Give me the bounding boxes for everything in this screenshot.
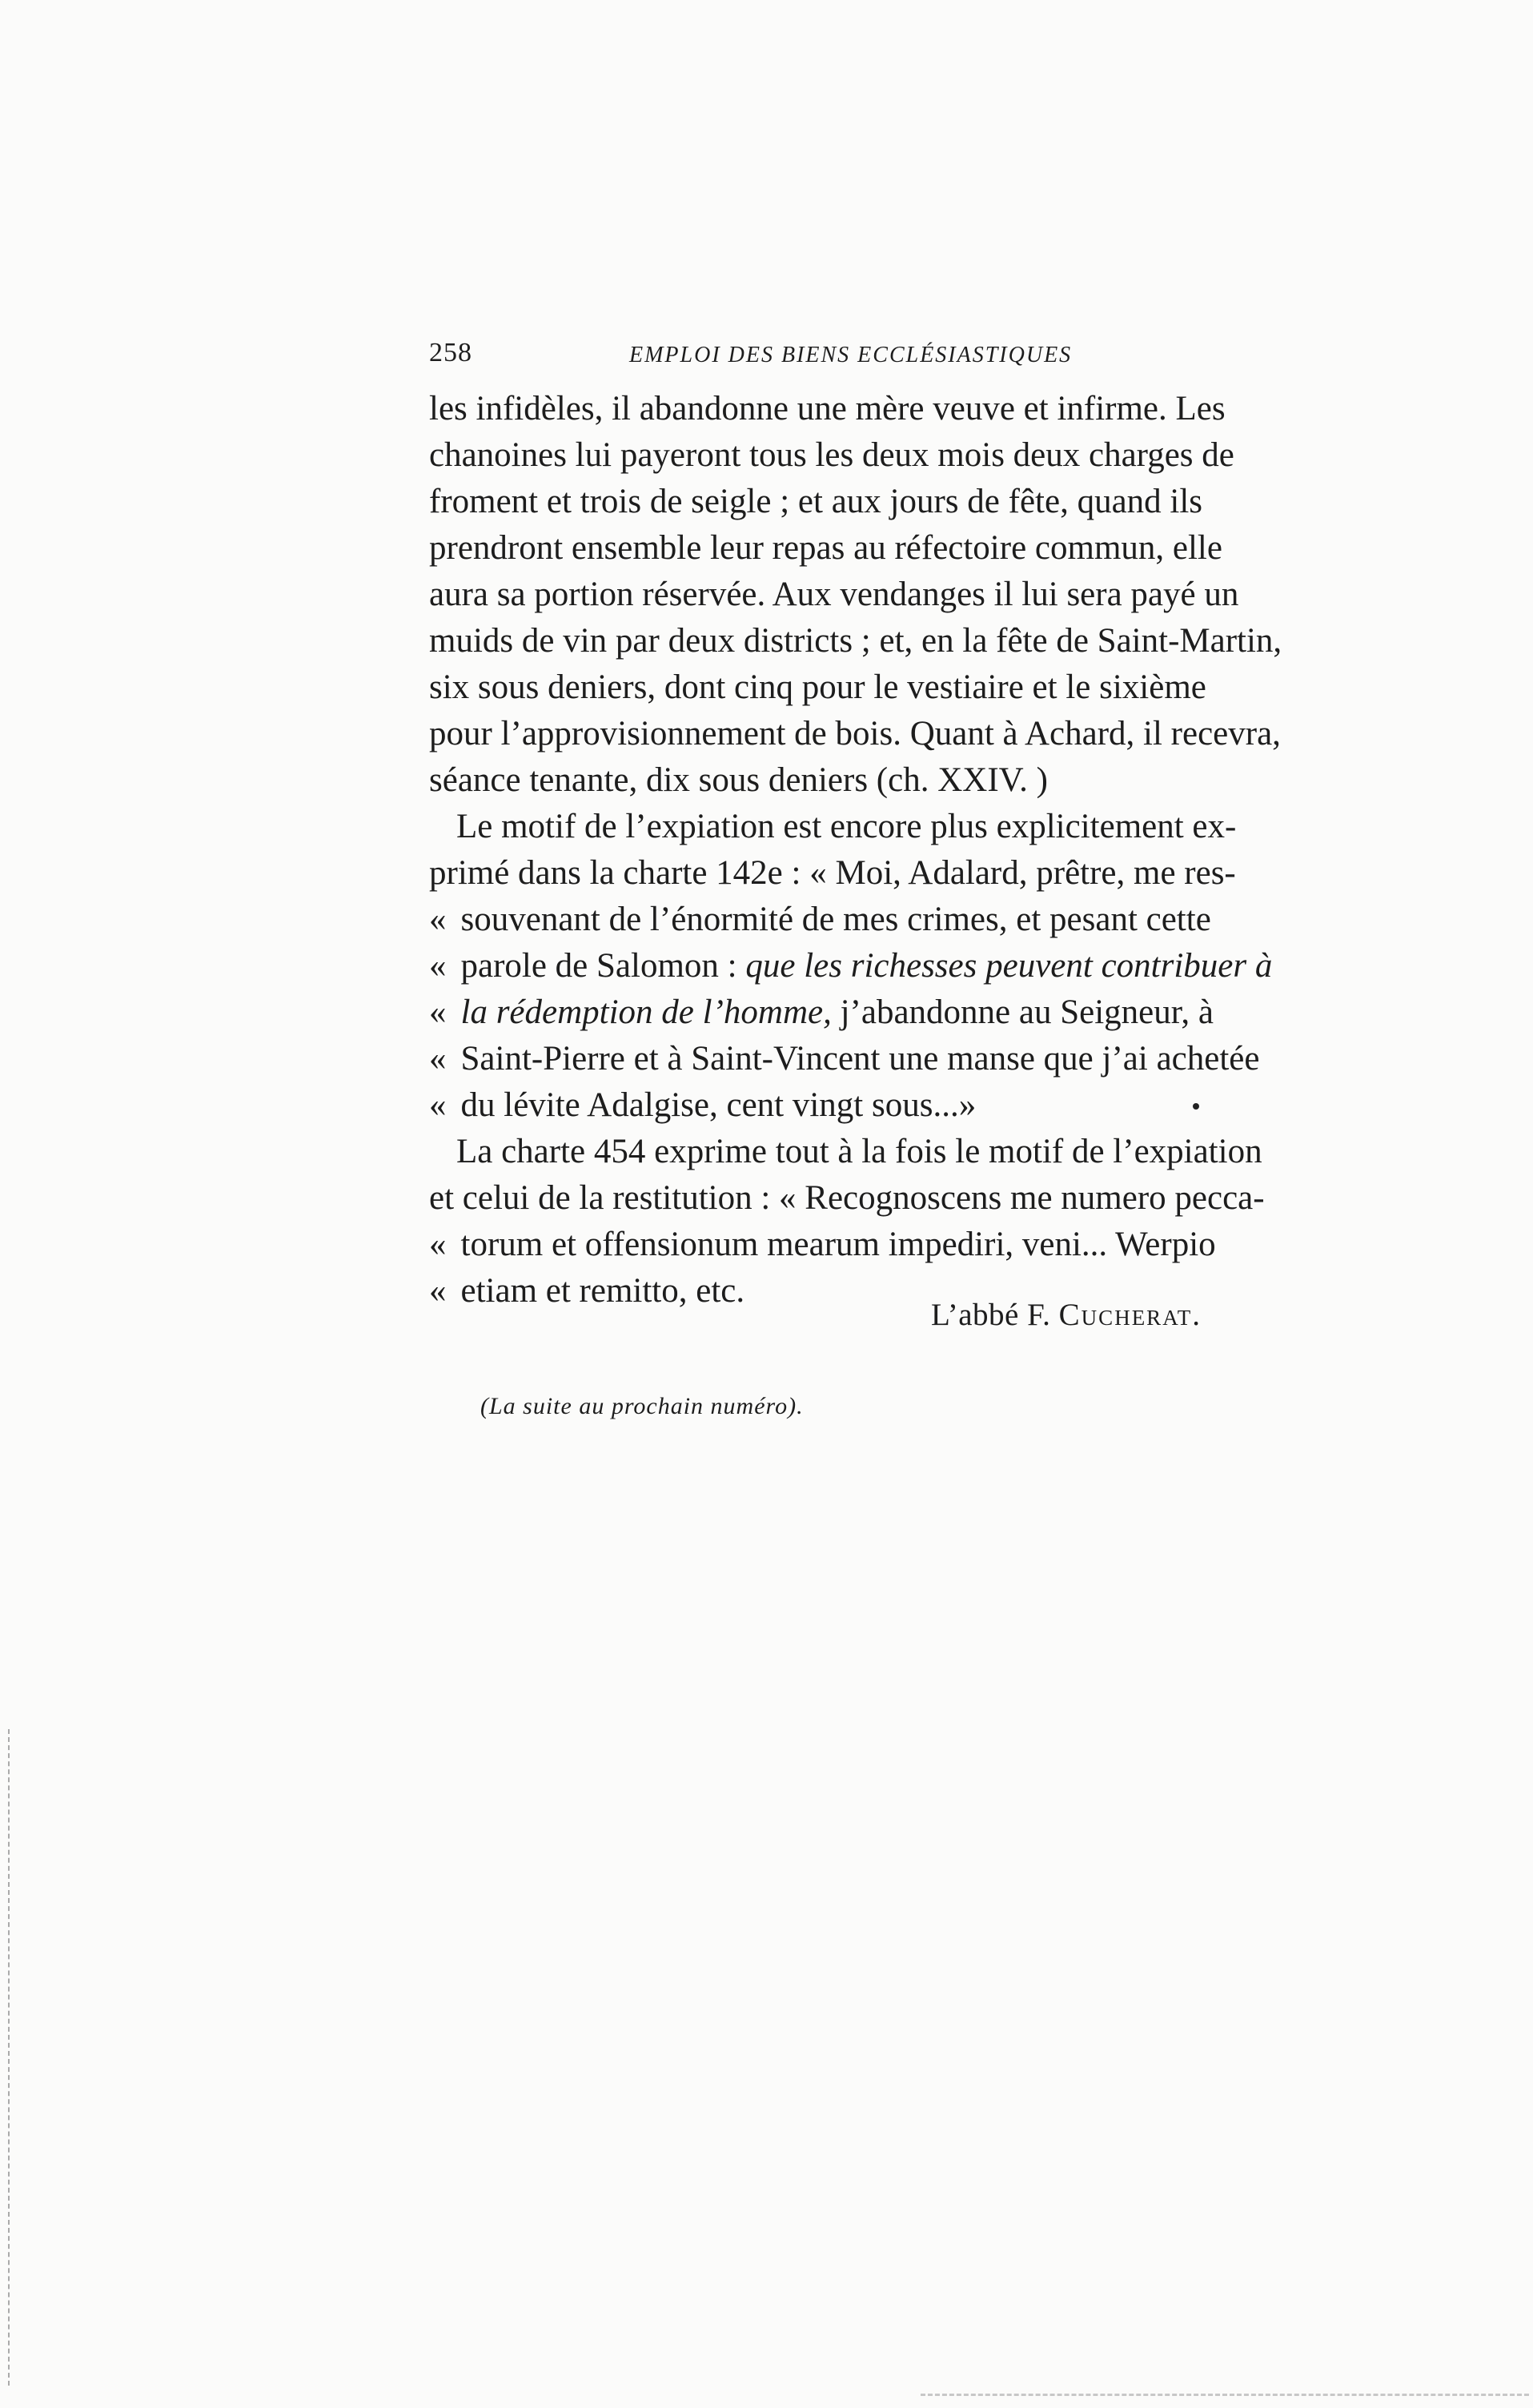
signature [931, 1297, 1202, 1333]
quote-mark: « [429, 1086, 447, 1124]
line-text: les infidèles, il abandonne une mère veuve et infirme. Les [429, 390, 1226, 427]
text-line [429, 757, 1298, 804]
text-line [429, 1036, 1298, 1082]
line-text: et celui de la restitution : « Recognoscens me numero pecca- [429, 1179, 1265, 1217]
quote-mark: « [429, 1226, 447, 1263]
line-text: torum et offensionum mearum impediri, veni... Werpio [460, 1226, 1216, 1263]
text-line [429, 1082, 1298, 1129]
line-text: pour l’approvisionnement de bois. Quant à Achard, il recevra, [429, 715, 1281, 752]
text-line [429, 618, 1298, 664]
quote-mark: « [429, 901, 447, 938]
page-header [429, 335, 1233, 373]
quote-mark: « [429, 1272, 447, 1310]
body-text [429, 386, 1298, 1314]
text-line [429, 897, 1298, 943]
text-line [429, 804, 1298, 850]
text-line [429, 386, 1298, 432]
ink-dot [1193, 1103, 1199, 1110]
text-line [429, 525, 1298, 572]
quote-mark: « [429, 993, 447, 1031]
text-line [429, 572, 1298, 618]
text-line [429, 1222, 1298, 1268]
line-text: muids de vin par deux districts ; et, en la fête de Saint-Martin, [429, 622, 1282, 660]
line-text: primé dans la charte 142e : « Moi, Adalard, prêtre, me res- [429, 854, 1236, 892]
line-text: j’abandonne au Seigneur, à [840, 993, 1214, 1031]
line-text: six sous deniers, dont cinq pour le vestiaire et le sixième [429, 668, 1206, 706]
line-text: séance tenante, dix sous deniers (ch. XXIV. ) [429, 761, 1048, 799]
signature-name: Cucherat. [1058, 1298, 1202, 1332]
text-line [429, 850, 1298, 897]
text-line [429, 1175, 1298, 1222]
line-text: La charte 454 exprime tout à la fois le motif de l’expiation [456, 1133, 1262, 1170]
signature-prefix: L’abbé F. [931, 1298, 1051, 1332]
italic-text: la rédemption de l’homme, [460, 993, 832, 1031]
line-text: prendront ensemble leur repas au réfectoire commun, elle [429, 529, 1222, 567]
line-text: froment et trois de seigle ; et aux jours de fête, quand ils [429, 483, 1203, 520]
text-line [429, 989, 1298, 1036]
margin-marks [8, 1729, 18, 2386]
line-text: du lévite Adalgise, cent vingt sous...» [460, 1086, 977, 1124]
line-text: Le motif de l’expiation est encore plus explicitement ex- [456, 808, 1237, 845]
quote-mark: « [429, 1040, 447, 1078]
text-line [429, 432, 1298, 479]
running-head: EMPLOI DES BIENS ECCLÉSIASTIQUES [629, 343, 1073, 367]
line-text: etiam et remitto, etc. [460, 1272, 745, 1310]
text-line [429, 711, 1298, 757]
text-line [429, 943, 1298, 989]
italic-text: que les richesses peuvent contribuer à [745, 947, 1273, 985]
text-line [429, 1129, 1298, 1175]
line-text: parole de Salomon : [460, 947, 737, 985]
line-text: souvenant de l’énormité de mes crimes, et pesant cette [460, 901, 1211, 938]
page-number: 258 [429, 338, 472, 367]
text-line [429, 664, 1298, 711]
bottom-marks [921, 2394, 1529, 2396]
continued-note: (La suite au prochain numéro). [480, 1393, 804, 1419]
line-text: aura sa portion réservée. Aux vendanges il lui sera payé un [429, 576, 1239, 613]
quote-mark: « [429, 947, 447, 985]
text-line [429, 479, 1298, 525]
line-text: Saint-Pierre et à Saint-Vincent une manse que j’ai achetée [460, 1040, 1260, 1078]
line-text: chanoines lui payeront tous les deux mois deux charges de [429, 436, 1234, 474]
